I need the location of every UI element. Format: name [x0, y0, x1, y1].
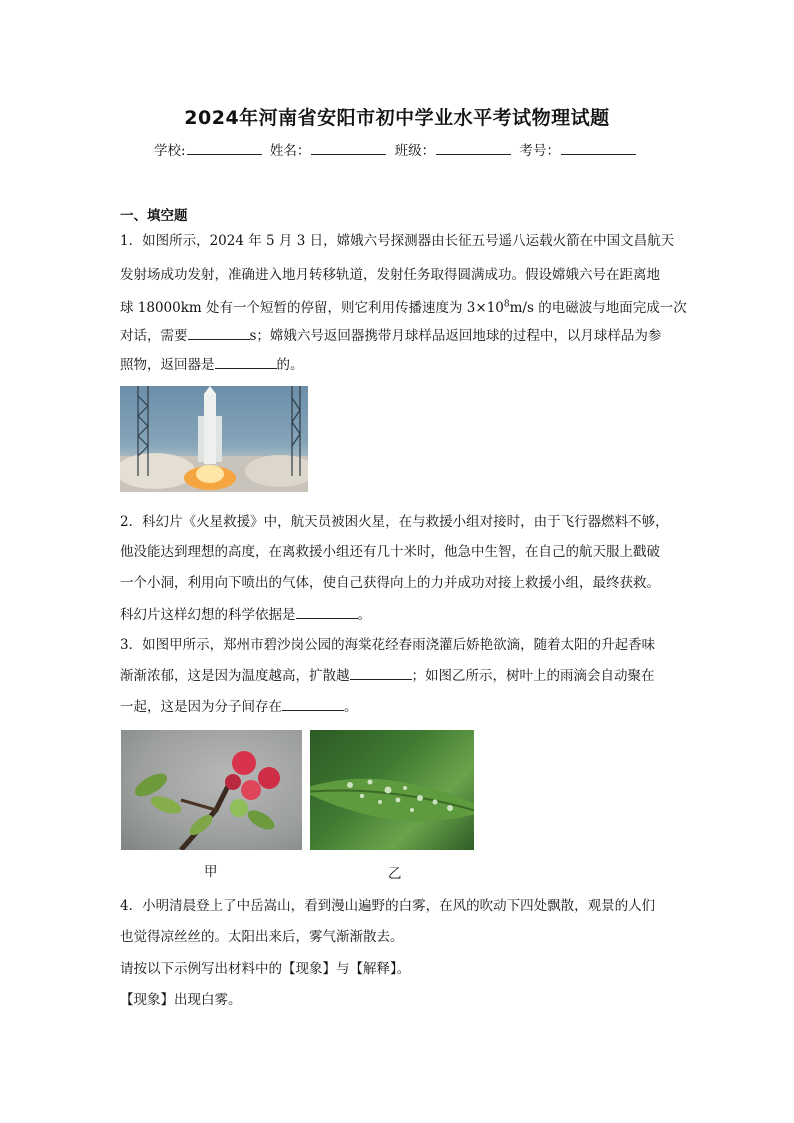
q4-line-4: 【现象】出现白雾。 [120, 992, 242, 1008]
q4-line-3: 请按以下示例写出材料中的【现象】与【解释】。 [120, 961, 411, 977]
name-blank[interactable] [311, 141, 386, 155]
class-label: 班级： [394, 143, 436, 159]
q2-line-4 [120, 603, 371, 623]
q1-line-1: 1．如图所示，2024 年 5 月 3 日，嫦娥六号探测器由长征五号遥八运载火箭在中国文昌航天 [120, 233, 675, 249]
q1-line-3a: 球 18000km 处有一个短暂的停留，则它利用传播速度为 3×10 [120, 300, 504, 316]
q1-line-4a: 对话，需要 [120, 328, 188, 344]
flower-buds-image [121, 730, 302, 850]
school-label: 学校: [154, 143, 186, 159]
leaf-raindrops-image [310, 730, 474, 850]
q1-exponent: 8 [503, 299, 510, 310]
page-title: 2024年河南省安阳市初中学业水平考试物理试题 [184, 107, 610, 129]
q3-line-2 [120, 664, 655, 684]
q2-line-4a: 科幻片这样幻想的科学依据是 [120, 607, 296, 623]
q2-line-1: 2．科幻片《火星救援》中，航天员被困火星，在与救援小组对接时，由于飞行器燃料不够， [120, 514, 669, 530]
rocket-launch-image [120, 386, 308, 492]
student-info-row [0, 139, 794, 159]
q1-line-4b: s；嫦娥六号返回器携带月球样品返回地球的过程中，以月球样品为参 [249, 328, 662, 344]
q3-line-3 [120, 695, 358, 715]
q1-line-3 [120, 296, 687, 316]
caption-yi: 乙 [388, 866, 402, 882]
q4-line-2: 也觉得凉丝丝的。太阳出来后，雾气渐渐散去。 [120, 929, 404, 945]
q2-blank[interactable] [296, 606, 358, 619]
number-label: 考号： [519, 143, 560, 159]
q4-line-1: 4．小明清晨登上了中岳嵩山，看到漫山遍野的白雾，在风的吹动下四处飘散，观景的人们 [120, 898, 656, 914]
name-label: 姓名： [269, 143, 311, 159]
class-blank[interactable] [436, 141, 511, 155]
q1-line-5b: 的。 [276, 357, 304, 373]
q2-line-3: 一个小洞，利用向下喷出的气体，使自己获得向上的力并成功对接上救援小组，最终获救。 [120, 575, 660, 591]
q3-line-2b: ；如图乙所示，树叶上的雨滴会自动聚在 [411, 668, 655, 684]
q3-line-3b: 。 [344, 699, 358, 715]
q1-line-5a: 照物，返回器是 [120, 357, 215, 373]
q1-line-4 [120, 324, 661, 344]
q3-line-1: 3．如图甲所示，郑州市碧沙岗公园的海棠花经春雨浇灌后娇艳欲滴，随着太阳的升起香味 [120, 637, 656, 653]
q1-line-5 [120, 353, 304, 373]
caption-jia: 甲 [204, 864, 218, 880]
number-blank[interactable] [561, 141, 636, 155]
q1-blank-1[interactable] [188, 327, 250, 340]
q3-blank-1[interactable] [350, 667, 412, 680]
q1-line-3b: m/s 的电磁波与地面完成一次 [509, 300, 687, 316]
q3-blank-2[interactable] [282, 698, 344, 711]
q3-line-2a: 渐渐浓郁，这是因为温度越高，扩散越 [120, 668, 350, 684]
rocket-launch-illustration [120, 386, 308, 492]
school-blank[interactable] [187, 141, 262, 155]
q1-blank-2[interactable] [215, 356, 277, 369]
q2-line-4b: 。 [357, 607, 371, 623]
leaf-raindrops-illustration [310, 730, 474, 850]
q3-line-3a: 一起，这是因为分子间存在 [120, 699, 282, 715]
q1-line-2: 发射场成功发射，准确进入地月转移轨道，发射任务取得圆满成功。假设嫦娥六号在距离地 [120, 267, 660, 283]
flower-buds-illustration [121, 730, 302, 850]
q2-line-2: 他没能达到理想的高度，在离救援小组还有几十米时，他急中生智，在自己的航天服上戳破 [120, 544, 660, 560]
section-title: 一、填空题 [120, 208, 188, 224]
